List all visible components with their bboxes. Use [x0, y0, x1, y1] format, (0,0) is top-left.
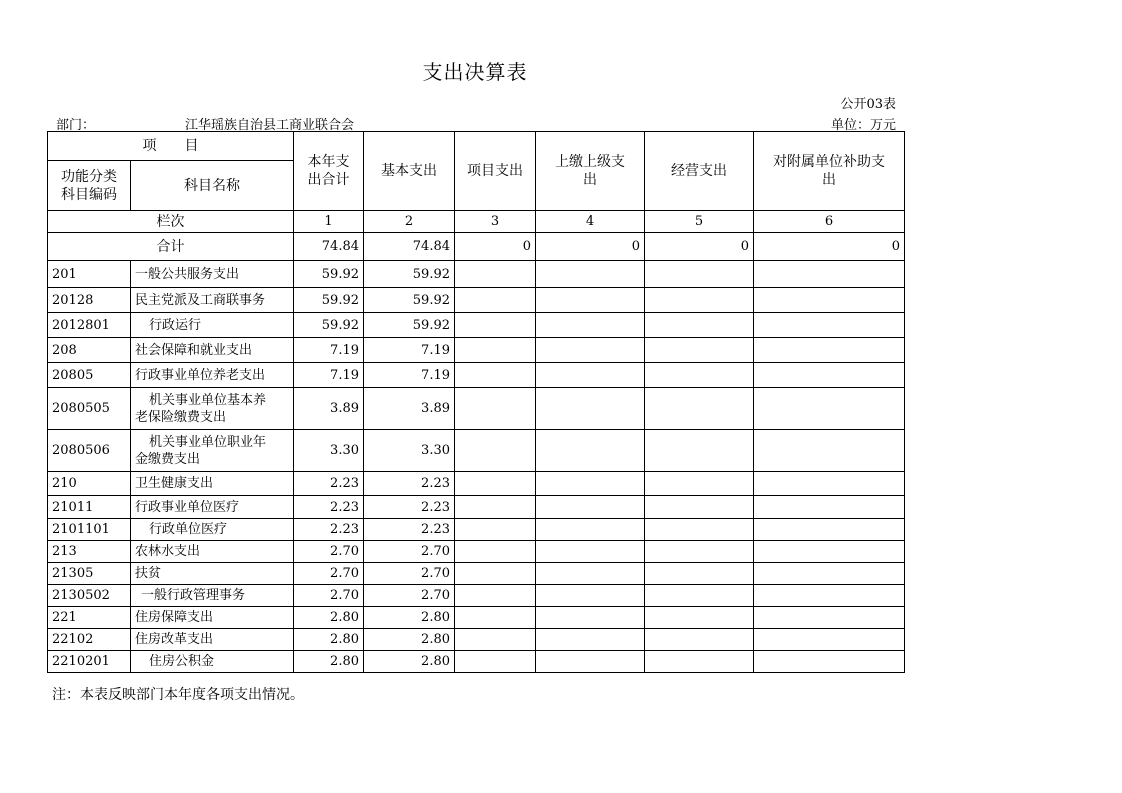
row-total: 2.70	[294, 563, 364, 585]
row-code: 213	[48, 541, 131, 563]
row-remit	[536, 363, 645, 388]
row-project	[455, 388, 536, 430]
table-row	[48, 313, 905, 338]
row-operating	[645, 585, 754, 607]
form-number: 公开03表	[840, 97, 896, 112]
row-code: 2130502	[48, 585, 131, 607]
row-subsidy	[754, 541, 905, 563]
table-row	[48, 363, 905, 388]
sum-project: 0	[455, 233, 536, 261]
row-basic: 3.89	[364, 388, 455, 430]
col-index-3: 3	[455, 211, 536, 233]
table-row	[48, 288, 905, 313]
sum-label: 合计	[48, 233, 294, 261]
row-project	[455, 519, 536, 541]
header-subsidy: 对附属单位补助支 出	[754, 132, 905, 211]
row-total: 2.23	[294, 496, 364, 519]
row-basic: 2.70	[364, 541, 455, 563]
row-project	[455, 563, 536, 585]
row-name: 行政单位医疗	[131, 519, 294, 541]
row-remit	[536, 563, 645, 585]
row-project	[455, 651, 536, 673]
footnote: 注：本表反映部门本年度各项支出情况。	[52, 687, 304, 703]
row-subsidy	[754, 288, 905, 313]
row-operating	[645, 430, 754, 472]
header-operating: 经营支出	[645, 132, 754, 211]
row-code: 21305	[48, 563, 131, 585]
row-subsidy	[754, 430, 905, 472]
page-title: 支出决算表	[422, 60, 528, 84]
table-row	[48, 563, 905, 585]
row-name: 一般公共服务支出	[131, 261, 294, 288]
row-remit	[536, 585, 645, 607]
row-name: 农林水支出	[131, 541, 294, 563]
department-name: 江华瑶族自治县工商业联合会	[185, 118, 355, 133]
row-operating	[645, 519, 754, 541]
row-subsidy	[754, 607, 905, 629]
row-subsidy	[754, 519, 905, 541]
row-remit	[536, 313, 645, 338]
row-remit	[536, 472, 645, 496]
row-operating	[645, 363, 754, 388]
row-total: 3.89	[294, 388, 364, 430]
table-row	[48, 585, 905, 607]
row-subsidy	[754, 388, 905, 430]
table-row	[48, 388, 905, 430]
header-project: 项目支出	[455, 132, 536, 211]
row-basic: 2.70	[364, 585, 455, 607]
expenditure-table	[47, 131, 905, 673]
row-code: 2080505	[48, 388, 131, 430]
sum-subsidy: 0	[754, 233, 905, 261]
row-name: 住房改革支出	[131, 629, 294, 651]
row-operating	[645, 651, 754, 673]
row-subsidy	[754, 629, 905, 651]
row-code: 2012801	[48, 313, 131, 338]
row-name: 机关事业单位基本养 老保险缴费支出	[131, 388, 294, 430]
header-item: 项 目	[48, 132, 294, 161]
col-index-6: 6	[754, 211, 905, 233]
row-total: 2.70	[294, 585, 364, 607]
table-row	[48, 430, 905, 472]
row-project	[455, 585, 536, 607]
row-code: 2101101	[48, 519, 131, 541]
row-total: 2.23	[294, 519, 364, 541]
sum-remit: 0	[536, 233, 645, 261]
row-operating	[645, 388, 754, 430]
row-total: 7.19	[294, 338, 364, 363]
table-row	[48, 338, 905, 363]
row-basic: 59.92	[364, 288, 455, 313]
row-code: 221	[48, 607, 131, 629]
row-total: 2.80	[294, 651, 364, 673]
header-name: 科目名称	[131, 161, 294, 211]
row-name: 扶贫	[131, 563, 294, 585]
row-name: 卫生健康支出	[131, 472, 294, 496]
row-remit	[536, 338, 645, 363]
row-project	[455, 496, 536, 519]
row-code: 2210201	[48, 651, 131, 673]
col-index-label: 栏次	[48, 211, 294, 233]
row-total: 59.92	[294, 313, 364, 338]
col-index-1: 1	[294, 211, 364, 233]
row-name: 一般行政管理事务	[131, 585, 294, 607]
row-project	[455, 338, 536, 363]
row-basic: 3.30	[364, 430, 455, 472]
row-remit	[536, 629, 645, 651]
row-basic: 2.23	[364, 472, 455, 496]
row-project	[455, 261, 536, 288]
row-subsidy	[754, 261, 905, 288]
table-row	[48, 261, 905, 288]
row-remit	[536, 388, 645, 430]
row-basic: 2.80	[364, 629, 455, 651]
row-remit	[536, 519, 645, 541]
row-operating	[645, 338, 754, 363]
row-name: 行政事业单位医疗	[131, 496, 294, 519]
row-subsidy	[754, 496, 905, 519]
row-code: 20805	[48, 363, 131, 388]
row-subsidy	[754, 313, 905, 338]
row-total: 59.92	[294, 288, 364, 313]
row-name: 行政运行	[131, 313, 294, 338]
row-total: 2.80	[294, 607, 364, 629]
row-total: 2.70	[294, 541, 364, 563]
row-remit	[536, 288, 645, 313]
row-operating	[645, 288, 754, 313]
row-name: 住房保障支出	[131, 607, 294, 629]
row-name: 住房公积金	[131, 651, 294, 673]
sum-basic: 74.84	[364, 233, 455, 261]
table-row	[48, 629, 905, 651]
row-remit	[536, 541, 645, 563]
row-subsidy	[754, 651, 905, 673]
row-operating	[645, 629, 754, 651]
row-operating	[645, 563, 754, 585]
row-subsidy	[754, 363, 905, 388]
row-subsidy	[754, 563, 905, 585]
row-project	[455, 607, 536, 629]
table-row	[48, 519, 905, 541]
row-remit	[536, 496, 645, 519]
department-label: 部门：	[56, 118, 96, 133]
row-operating	[645, 313, 754, 338]
row-total: 2.23	[294, 472, 364, 496]
row-code: 2080506	[48, 430, 131, 472]
row-operating	[645, 541, 754, 563]
row-operating	[645, 496, 754, 519]
row-code: 22102	[48, 629, 131, 651]
row-code: 208	[48, 338, 131, 363]
row-code: 210	[48, 472, 131, 496]
col-index-4: 4	[536, 211, 645, 233]
row-basic: 2.80	[364, 651, 455, 673]
row-basic: 59.92	[364, 313, 455, 338]
row-name: 民主党派及工商联事务	[131, 288, 294, 313]
table-row	[48, 472, 905, 496]
row-project	[455, 472, 536, 496]
row-operating	[645, 607, 754, 629]
header-basic: 基本支出	[364, 132, 455, 211]
row-subsidy	[754, 472, 905, 496]
row-operating	[645, 472, 754, 496]
table-row	[48, 496, 905, 519]
row-basic: 2.80	[364, 607, 455, 629]
row-remit	[536, 651, 645, 673]
sum-total: 74.84	[294, 233, 364, 261]
row-project	[455, 313, 536, 338]
row-remit	[536, 430, 645, 472]
header-total: 本年支 出合计	[294, 132, 364, 211]
row-project	[455, 541, 536, 563]
row-code: 20128	[48, 288, 131, 313]
row-basic: 2.23	[364, 519, 455, 541]
table-row	[48, 541, 905, 563]
table-row	[48, 607, 905, 629]
row-name: 机关事业单位职业年 金缴费支出	[131, 430, 294, 472]
row-total: 3.30	[294, 430, 364, 472]
row-basic: 7.19	[364, 363, 455, 388]
table-row	[48, 651, 905, 673]
header-remit: 上缴上级支 出	[536, 132, 645, 211]
row-total: 2.80	[294, 629, 364, 651]
row-project	[455, 363, 536, 388]
row-project	[455, 629, 536, 651]
row-total: 59.92	[294, 261, 364, 288]
row-subsidy	[754, 585, 905, 607]
row-remit	[536, 607, 645, 629]
row-code: 21011	[48, 496, 131, 519]
row-name: 社会保障和就业支出	[131, 338, 294, 363]
row-basic: 59.92	[364, 261, 455, 288]
row-operating	[645, 261, 754, 288]
row-basic: 7.19	[364, 338, 455, 363]
row-basic: 2.23	[364, 496, 455, 519]
sum-operating: 0	[645, 233, 754, 261]
row-total: 7.19	[294, 363, 364, 388]
col-index-5: 5	[645, 211, 754, 233]
row-remit	[536, 261, 645, 288]
col-index-2: 2	[364, 211, 455, 233]
unit-label: 单位：万元	[830, 118, 896, 133]
header-code: 功能分类 科目编码	[48, 161, 131, 211]
row-project	[455, 430, 536, 472]
row-basic: 2.70	[364, 563, 455, 585]
row-project	[455, 288, 536, 313]
row-name: 行政事业单位养老支出	[131, 363, 294, 388]
row-code: 201	[48, 261, 131, 288]
row-subsidy	[754, 338, 905, 363]
